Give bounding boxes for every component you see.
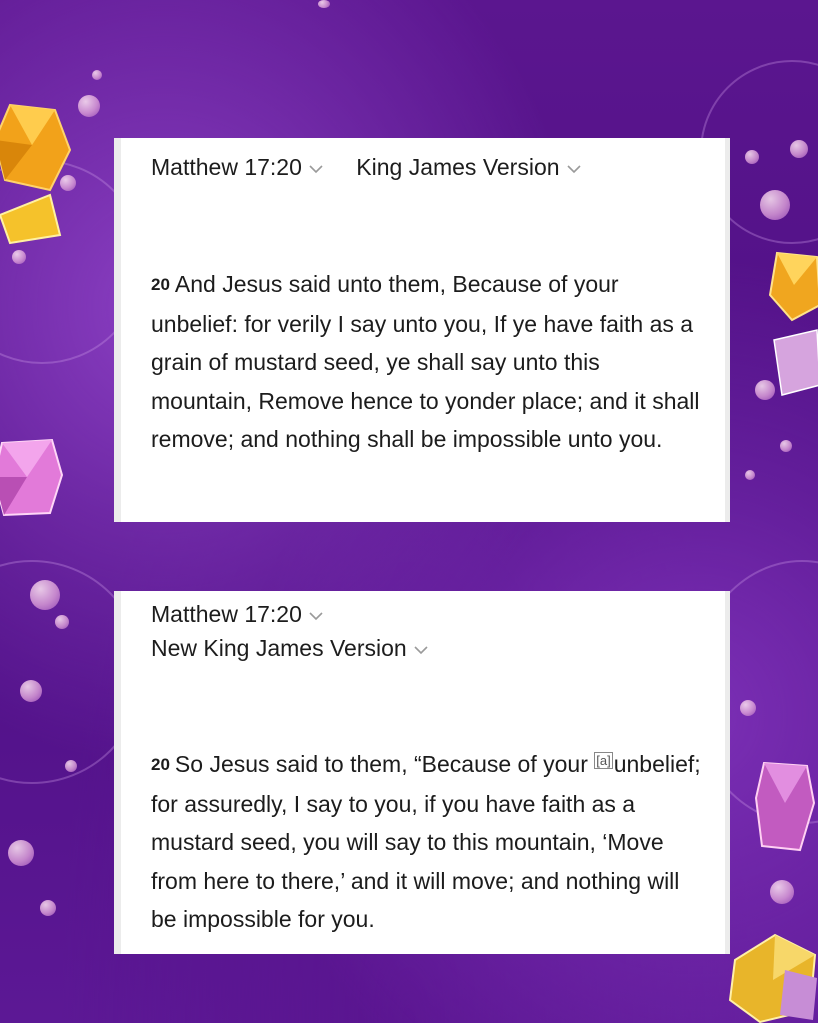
card-header	[151, 154, 582, 181]
version-selector[interactable]	[356, 154, 581, 180]
reference-selector[interactable]	[151, 154, 330, 180]
chevron-down-icon	[566, 163, 582, 175]
gem-icon	[0, 435, 67, 520]
version-label: King James Version	[356, 154, 560, 180]
verse-card-nkjv	[114, 591, 730, 954]
verse-number: 20	[151, 275, 170, 294]
reference-label: Matthew 17:20	[151, 601, 302, 627]
footnote-link[interactable]: [a]	[596, 753, 611, 768]
gem-icon	[725, 930, 818, 1023]
verse-number: 20	[151, 755, 170, 774]
gem-icon	[0, 95, 80, 245]
reference-selector[interactable]	[151, 601, 324, 627]
verse-text-block	[151, 265, 701, 459]
verse-text-part2: unbelief; for assuredly, I say to you, if you have faith as a mustard seed, you will say to this mountain, ‘Move from here to there,’ and it will move; and nothing will be impossible for you.	[151, 751, 701, 932]
chevron-down-icon	[308, 610, 324, 622]
version-selector[interactable]	[151, 635, 429, 661]
chevron-down-icon	[308, 163, 324, 175]
chevron-down-icon	[413, 644, 429, 656]
verse-text-block	[151, 745, 701, 939]
gem-icon	[752, 758, 818, 858]
verse-text-part1: So Jesus said to them, “Because of your	[174, 751, 595, 777]
reference-label: Matthew 17:20	[151, 154, 302, 180]
verse-text: And Jesus said unto them, Because of your unbelief: for verily I say unto you, If ye have faith as a grain of mustard seed, ye shall say unto this mountain, Remove hence to yonder place; and it shall remove; and nothing shall be impossible unto you.	[151, 271, 700, 452]
version-label: New King James Version	[151, 635, 407, 661]
card-header	[151, 601, 324, 628]
gem-icon	[762, 245, 818, 405]
card-header-version	[151, 635, 429, 662]
verse-card-kjv	[114, 138, 730, 522]
